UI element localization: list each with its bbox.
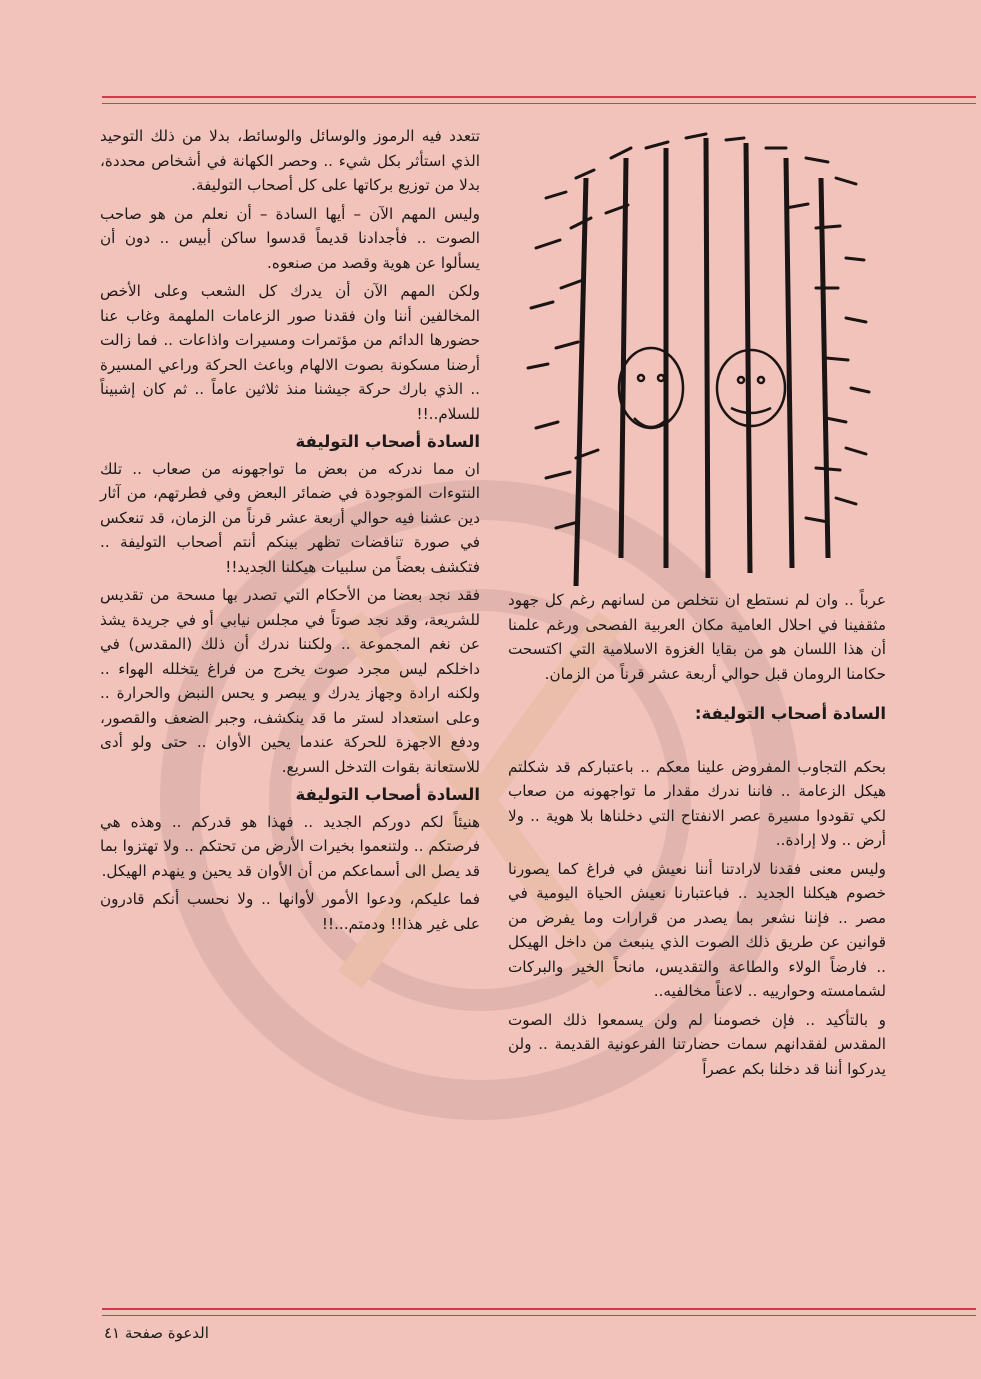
paragraph: ان مما ندركه من بعض ما تواجهونه من صعاب .. تلك النتوءات الموجودة في ضمائر البعض وفي فطرتهم، من آثار دين عشنا فيه حوالي أربعة عشر قرناً من الزمان، قد تنعكس في صورة تناقضات تظهر بينكم أنتم أصحاب التوليفة .. فتكشف بعضاً من سلبيات هيكلنا الجديد!! [100,459,480,576]
section-heading: السادة أصحاب التوليفة: [694,704,886,723]
paragraph: وليس المهم الآن – أيها السادة – أن نعلم من هو صاحب الصوت .. فأجدادنا قديماً قدسوا ساكن أبيس .. دون أن يسألوا عن هوية وقصد من صنعوه. [100,204,480,272]
paragraph: و بالتأكيد .. فإن خصومنا لم ولن يسمعوا ذلك الصوت المقدس لفقدانهم سمات حضارتنا الفرعونية القديمة .. ولن يدركوا أننا قد دخلنا بكم عصراً [508,1010,886,1078]
paragraph: تتعدد فيه الرموز والوسائل والوسائط، بدلا من ذلك التوحيد الذي استأثر بكل شيء .. وحصر الكهانة في أشخاص محددة، بدلا من توزيع بركاتها على كل أصحاب التوليفة. [100,127,480,194]
page-footer: الدعوة صفحة ٤١ [104,1324,209,1342]
paragraph: ولكن المهم الآن أن يدرك كل الشعب وعلى الأخص المخالفين أننا وان فقدنا صور الزعامات الملهمة وغاب عنا حضورها الدائم من مؤتمرات ومسيرات واذاعات .. فما زالت أرضنا مسكونة بصوت الالهام وباعث الحركة وراعي المسيرة .. الذي بارك حركة جيشنا منذ ثلاثين عاماً .. ثم كان إشبيناً للسلام..!! [100,282,480,423]
paragraph: هنيئاً لكم دوركم الجديد .. فهذا هو قدركم .. وهذه هي فرصتكم .. ولتنعموا بخيرات الأرض من تحتكم .. ولا تهتزوا بما قد يصل الى أسماعكم من أن الأوان قد يحين و ينهدم الهيكل. [100,812,480,880]
section-heading: السادة أصحاب التوليفة [295,432,480,451]
section-heading: السادة أصحاب التوليفة [295,785,480,804]
left-column [100,124,480,940]
prisoners-behind-bars-illustration [516,118,878,586]
right-column [508,588,886,1085]
paragraph: فقد نجد بعضا من الأحكام التي تصدر بها مسحة من تقديس للشريعة، وقد نجد صوتاً في مجلس نيابي أو في جريدة يشذ عن نغم المجموعة .. ولكننا ندرك أن ذلك (المقدس) في داخلكم ليس مجرد صوت يخرج من فراغ يتخلله الهواء .. ولكنه ارادة وجهاز يدرك و يبصر و يحس النبض والحرارة .. وعلى استعداد لستر ما قد ينكشف، وجبر الضعف والقصور، ودفع الاجهزة للحركة عندما يحين الأوان .. حتى ولو أدى للاستعانة بقوات التدخل السريع. [100,586,480,776]
top-rule [102,96,976,104]
paragraph: بحكم التجاوب المفروض علينا معكم .. باعتباركم قد شكلتم هيكل الزعامة .. فاننا ندرك مقدار ما تواجهونه من صعاب لكي تقودوا مسيرة عصر الانفتاح التي دخلناها بلا هوية .. ولا أرض .. ولا إرادة.. [508,757,886,849]
bottom-rule [102,1308,976,1316]
paragraph: عرباً .. وان لم نستطع ان نتخلص من لسانهم رغم كل جهود مثقفينا في احلال العامية مكان العربية الفصحى ورغم علمنا أن هذا اللسان هو من بقايا الغزوة الاسلامية التي اكتسحت حكامنا الرومان قبل حوالي أربعة عشر قرناً من الزمان. [508,591,886,683]
paragraph: فما عليكم، ودعوا الأمور لأوانها .. ولا نحسب أنكم قادرون على غير هذا!! ودمتم...!! [100,890,480,933]
paragraph: وليس معنى فقدنا لارادتنا أننا نعيش في فراغ كما يصورنا خصوم هيكلنا الجديد .. فباعتبارنا نعيش الحياة اليومية في مصر .. فإننا نشعر بما يصدر من قرارات وما يفرض من قوانين عن طريق ذلك الصوت الذي ينبعث من داخل الهيكل .. فارضاً الولاء والطاعة والتقديس، مانحاً الخير والبركات لشمامسته وحوارييه .. لاعناً مخالفيه.. [508,859,886,1000]
